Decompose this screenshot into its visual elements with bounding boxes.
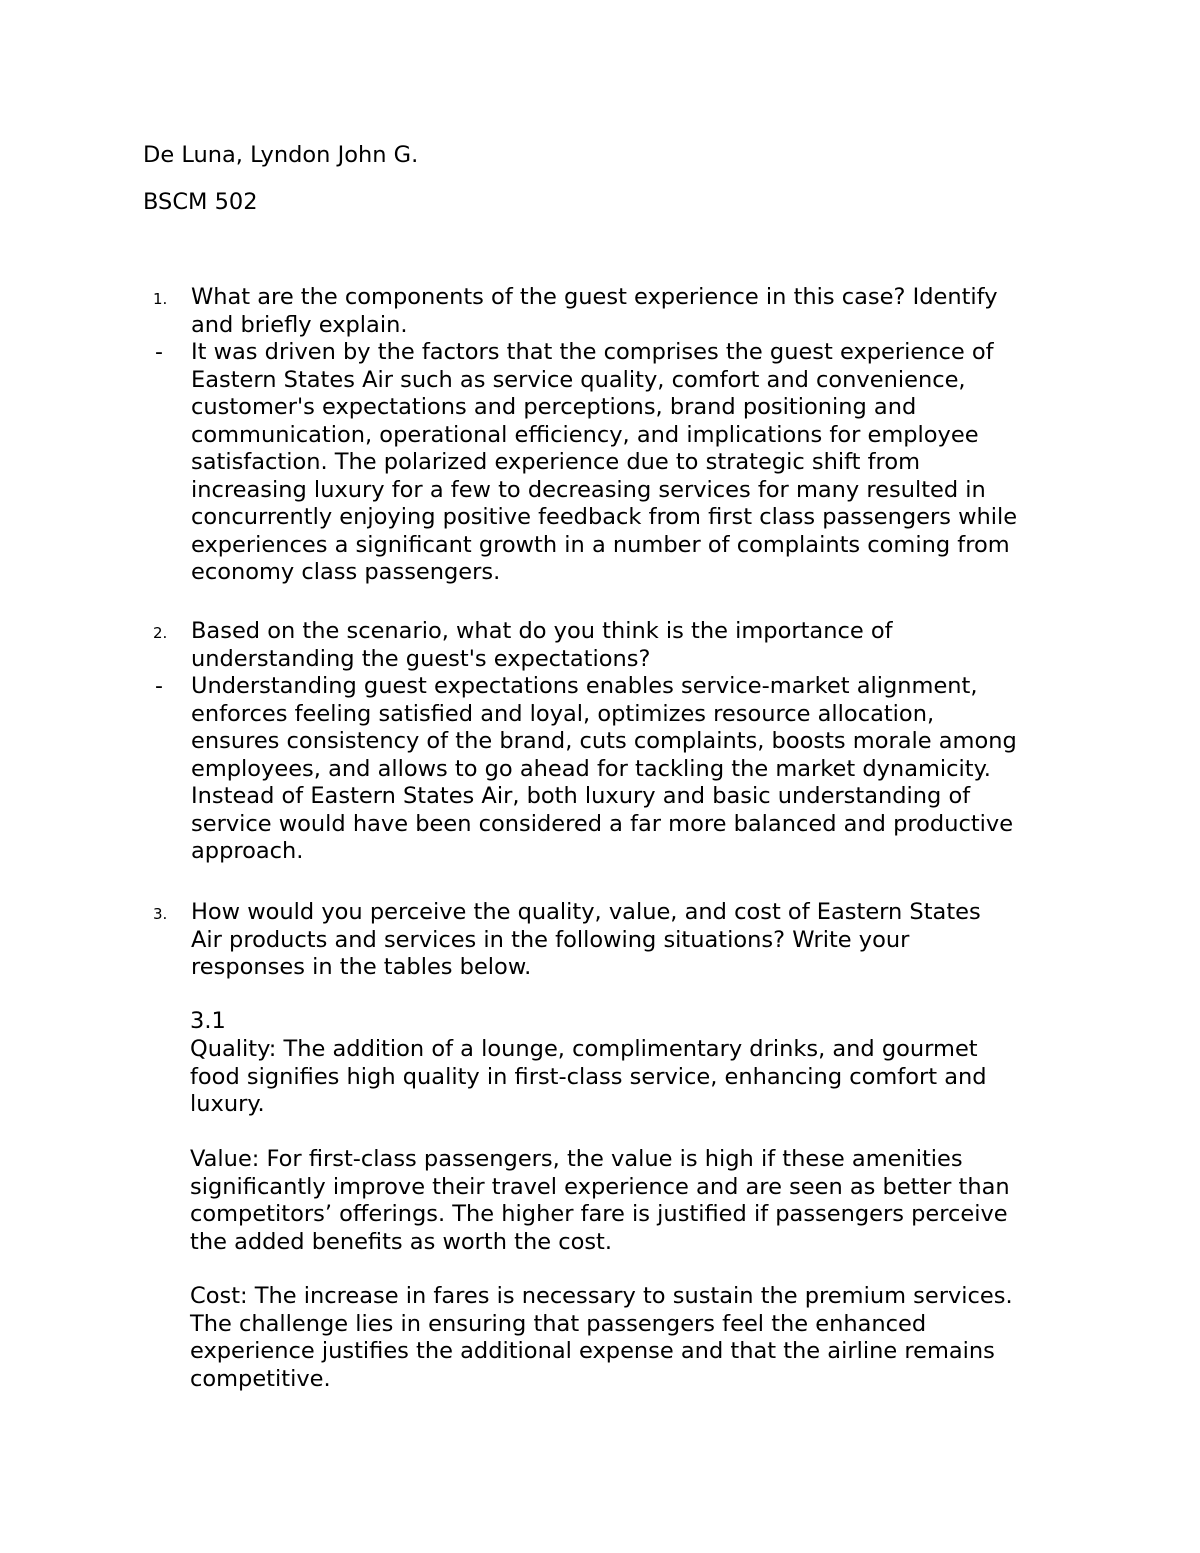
question-3-text: How would you perceive the quality, value, and cost of Eastern States Air products and services in the following situations? Write your responses in the tables below. (191, 899, 981, 980)
section-3-1-label: 3.1 (190, 1008, 226, 1034)
question-1-number: 1. (153, 290, 168, 308)
answer-1-text: It was driven by the factors that the comprises the guest experience of Eastern States Air such as service quality, comfort and convenience, customer's expectations and perceptions, brand positioning and communication, operational efficiency, and implications for employee satisfaction. The polarized experience due to strategic shift from increasing luxury for a few to decreasing services for many resulted in concurrently enjoying positive feedback from first class passengers while experiences a significant growth in a number of complaints coming from economy class passengers. (191, 339, 1018, 585)
section-3-1-quality: Quality: The addition of a lounge, complimentary drinks, and gourmet food signifies high quality in first-class service, enhancing comfort and luxury. (190, 1036, 987, 1117)
section-3-1-cost: Cost: The increase in fares is necessary to sustain the premium services. The challenge lies in ensuring that passengers feel the enhanced experience justifies the additional expense and that the airline remains competitive. (190, 1283, 1013, 1392)
question-1-text: What are the components of the guest experience in this case? Identify and briefly explain. (191, 284, 998, 338)
answer-1-marker: - (155, 340, 163, 365)
course-code: BSCM 502 (143, 189, 258, 215)
section-3-1-value: Value: For first-class passengers, the value is high if these amenities significantly improve their travel experience and are seen as better than competitors’ offerings. The higher fare is justified if passengers perceive the added benefits as worth the cost. (190, 1146, 1010, 1255)
student-name: De Luna, Lyndon John G. (143, 142, 419, 168)
answer-2-text: Understanding guest expectations enables service-market alignment, enforces feeling satisfied and loyal, optimizes resource allocation, ensures consistency of the brand, cuts complaints, boosts morale among employees, and allows to go ahead for tackling the market dynamicity. Instead of Eastern States Air, both luxury and basic understanding of service would have been considered a far more balanced and productive approach. (191, 673, 1017, 864)
question-2-text: Based on the scenario, what do you think is the importance of understanding the guest's expectations? (191, 618, 893, 672)
question-3-number: 3. (153, 905, 168, 923)
answer-2-marker: - (155, 674, 163, 699)
question-2-number: 2. (153, 624, 168, 642)
